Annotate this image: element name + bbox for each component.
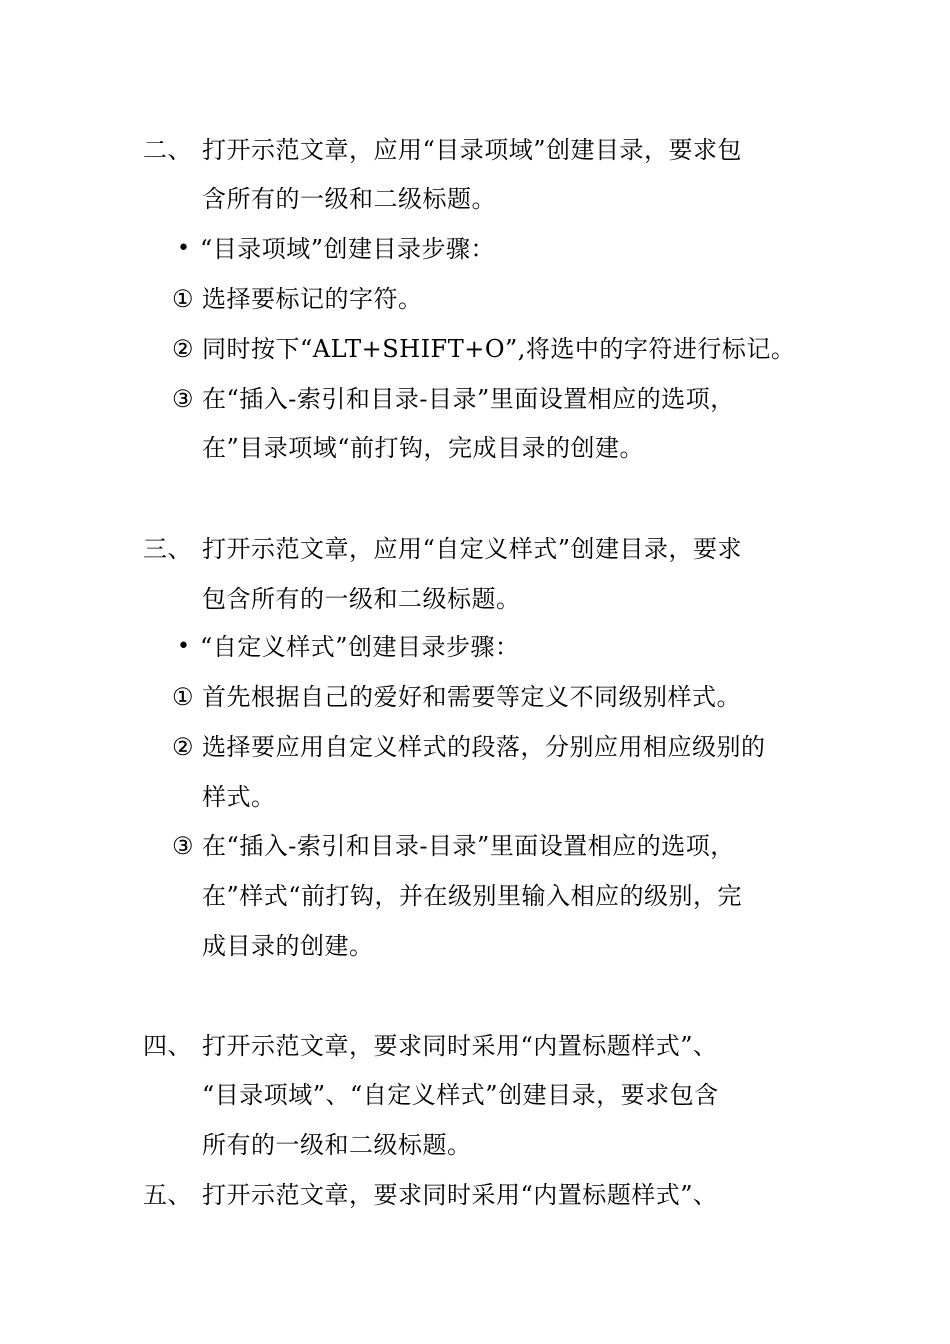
section-number: 四、 bbox=[143, 1032, 192, 1060]
step-marker: ③ bbox=[172, 832, 195, 860]
section-heading-line: 包含所有的一级和二级标题。 bbox=[202, 585, 521, 613]
section-heading-line: 打开示范文章，应用“目录项域”创建目录，要求包 bbox=[202, 136, 743, 164]
section-heading-line: 打开示范文章，要求同时采用“内置标题样式”、 bbox=[202, 1181, 718, 1209]
step-marker: ② bbox=[172, 733, 195, 761]
steps-subtitle: “自定义样式”创建目录步骤： bbox=[200, 633, 520, 661]
step-marker: ① bbox=[172, 285, 195, 313]
steps-subtitle: “目录项域”创建目录步骤： bbox=[200, 235, 496, 263]
step-text: 在”样式“前打钩，并在级别里输入相应的级别，完 bbox=[202, 882, 743, 910]
step-text: 在”目录项域“前打钩，完成目录的创建。 bbox=[202, 434, 645, 462]
step-marker: ① bbox=[172, 683, 195, 711]
section-number: 三、 bbox=[143, 535, 192, 563]
step-marker: ② bbox=[172, 335, 195, 363]
step-text: 选择要应用自定义样式的段落，分别应用相应级别的 bbox=[202, 733, 766, 761]
section-number: 二、 bbox=[143, 136, 192, 164]
step-text: 样式。 bbox=[202, 783, 276, 811]
section-number: 五、 bbox=[143, 1181, 192, 1209]
step-text: 成目录的创建。 bbox=[202, 932, 374, 960]
step-marker: ③ bbox=[172, 385, 195, 413]
section-heading-line: 打开示范文章，要求同时采用“内置标题样式”、 bbox=[202, 1032, 718, 1060]
bullet-icon: • bbox=[177, 236, 190, 261]
section-heading-line: 含所有的一级和二级标题。 bbox=[202, 185, 496, 213]
step-text: 首先根据自己的爱好和需要等定义不同级别样式。 bbox=[202, 683, 741, 711]
step-text: 在“插入-索引和目录-目录”里面设置相应的选项， bbox=[202, 385, 735, 413]
step-text: 选择要标记的字符。 bbox=[202, 285, 423, 313]
section-heading-line: 打开示范文章，应用“自定义样式”创建目录，要求 bbox=[202, 535, 743, 563]
step-text: 同时按下“ALT+SHIFT+O”,将选中的字符进行标记。 bbox=[202, 335, 796, 363]
step-text: 在“插入-索引和目录-目录”里面设置相应的选项， bbox=[202, 832, 735, 860]
bullet-icon: • bbox=[177, 634, 190, 659]
section-heading-line: 所有的一级和二级标题。 bbox=[202, 1131, 472, 1159]
section-heading-line: “目录项域”、“自定义样式”创建目录，要求包含 bbox=[202, 1081, 719, 1109]
